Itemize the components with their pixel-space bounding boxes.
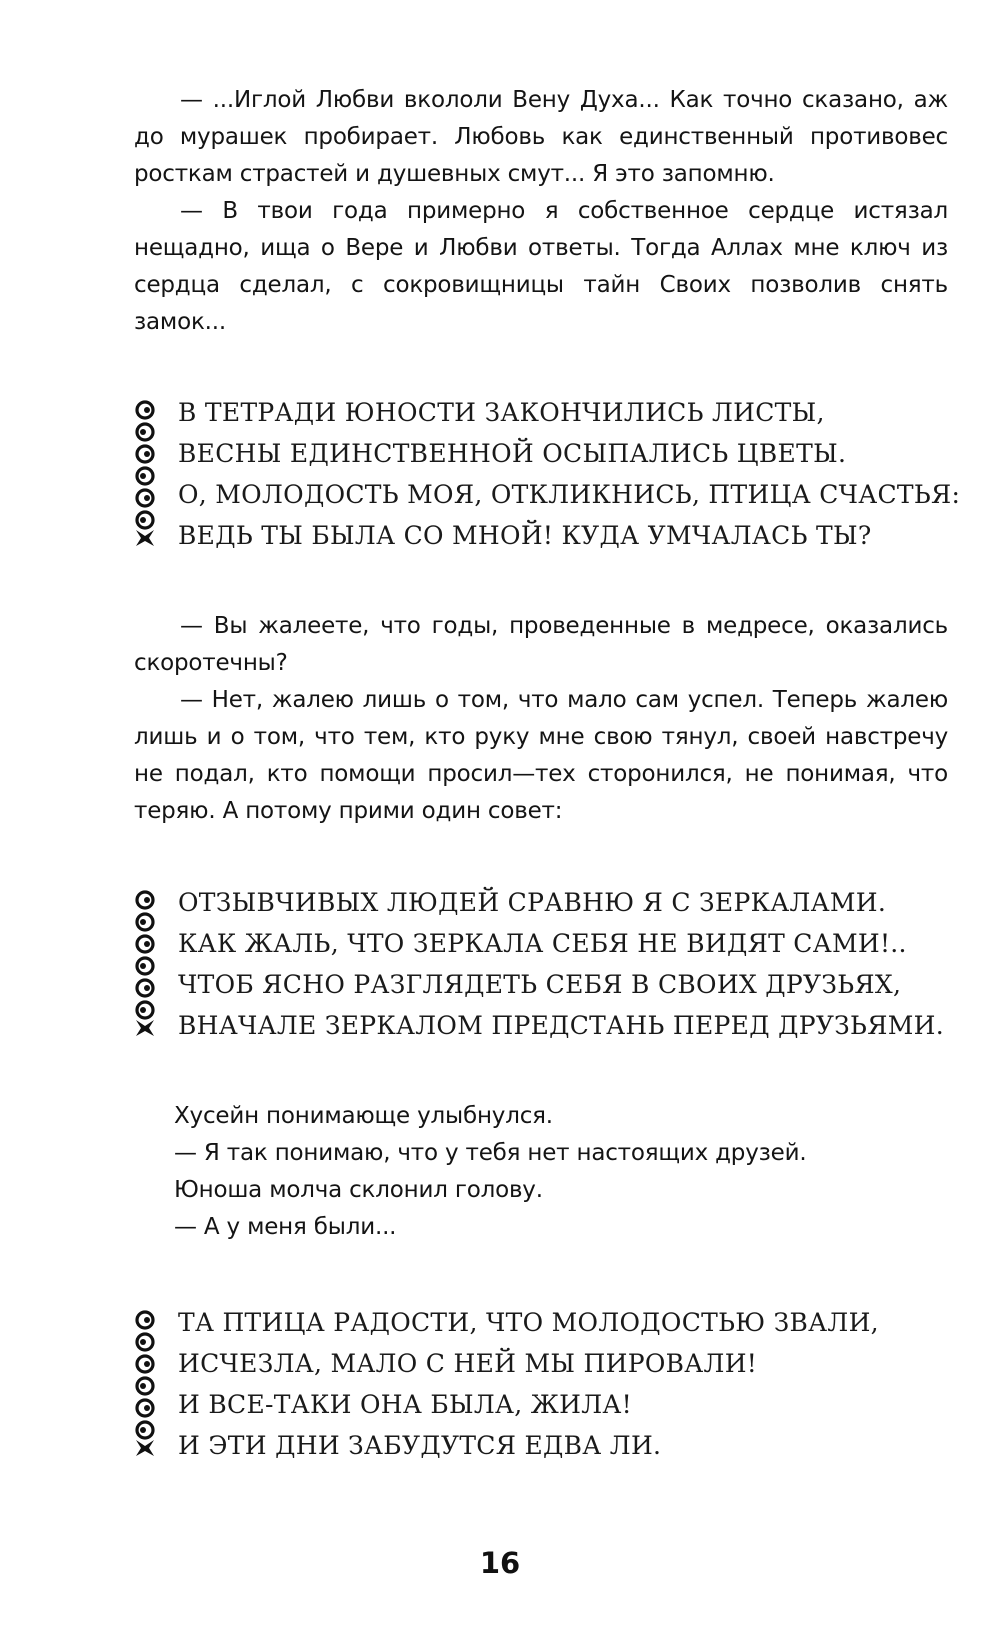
verse-line: ТА ПТИЦА РАДОСТИ, ЧТО МОЛОДОСТЬЮ ЗВАЛИ, [178, 1308, 879, 1337]
paragraph: — В твои года примерно я собственное сердце истязал нещадно, ища о Вере и Любви ответы. Тогда Аллах мне ключ из сердца сделал, с сокровищницы тайн Своих позволив снять замок... [134, 198, 948, 335]
verse-line: ВНАЧАЛЕ ЗЕРКАЛОМ ПРЕДСТАНЬ ПЕРЕД ДРУЗЬЯМИ. [178, 1011, 944, 1040]
prose-block-dialogue [134, 1098, 948, 1246]
verse-block-3 [132, 1302, 972, 1472]
ornament-icon [132, 396, 162, 546]
verse-line: ЧТОБ ЯСНО РАЗГЛЯДЕТЬ СЕБЯ В СВОИХ ДРУЗЬЯХ, [178, 970, 902, 999]
verse-line: КАК ЖАЛЬ, ЧТО ЗЕРКАЛА СЕБЯ НЕ ВИДЯТ САМИ!.. [178, 929, 907, 958]
verse-line: ОТЗЫВЧИВЫХ ЛЮДЕЙ СРАВНЮ Я С ЗЕРКАЛАМИ. [178, 888, 887, 917]
page-number: 16 [479, 1546, 521, 1580]
paragraph: — Нет, жалею лишь о том, что мало сам успел. Теперь жалею лишь и о том, что тем, кто руку мне свою тянул, своей навстречу не подал, кто помощи просил—тех сторонился, не понимая, что теряю. А потому прими один совет: [134, 687, 948, 824]
verse-line: О, МОЛОДОСТЬ МОЯ, ОТКЛИКНИСЬ, ПТИЦА СЧАСТЬЯ: [178, 480, 961, 509]
paragraph: Хусейн понимающе улыбнулся. [174, 1103, 553, 1129]
verse-block-2 [132, 882, 972, 1052]
verse-lines [178, 882, 944, 1046]
verse-lines [178, 1302, 879, 1466]
verse-block-1 [132, 392, 972, 562]
verse-lines [178, 392, 960, 556]
ornament-icon [132, 1306, 162, 1456]
paragraph: — А у меня были... [174, 1214, 397, 1240]
verse-line: ВЕДЬ ТЫ БЫЛА СО МНОЙ! КУДА УМЧАЛАСЬ ТЫ? [178, 521, 872, 550]
paragraph: — Вы жалеете, что годы, проведенные в медресе, оказались скоротечны? [134, 613, 948, 676]
verse-line: И ЭТИ ДНИ ЗАБУДУТСЯ ЕДВА ЛИ. [178, 1431, 662, 1460]
verse-line: И ВСЕ-ТАКИ ОНА БЫЛА, ЖИЛА! [178, 1390, 633, 1419]
ornament-icon [132, 886, 162, 1036]
paragraph: — Я так понимаю, что у тебя нет настоящих друзей. [174, 1140, 807, 1166]
verse-line: ВЕСНЫ ЕДИНСТВЕННОЙ ОСЫПАЛИСЬ ЦВЕТЫ. [178, 439, 847, 468]
paragraph: Юноша молча склонил голову. [174, 1177, 543, 1203]
paragraph: — ...Иглой Любви вкололи Вену Духа... Как точно сказано, аж до мурашек пробирает. Любовь как единственный противовес росткам страстей и душевных смут... Я это запомню. [134, 87, 948, 187]
verse-line: ИСЧЕЗЛА, МАЛО С НЕЙ МЫ ПИРОВАЛИ! [178, 1349, 758, 1378]
verse-line: В ТЕТРАДИ ЮНОСТИ ЗАКОНЧИЛИСЬ ЛИСТЫ, [178, 398, 825, 427]
prose-block-top [134, 82, 948, 341]
prose-block-middle [134, 608, 948, 830]
